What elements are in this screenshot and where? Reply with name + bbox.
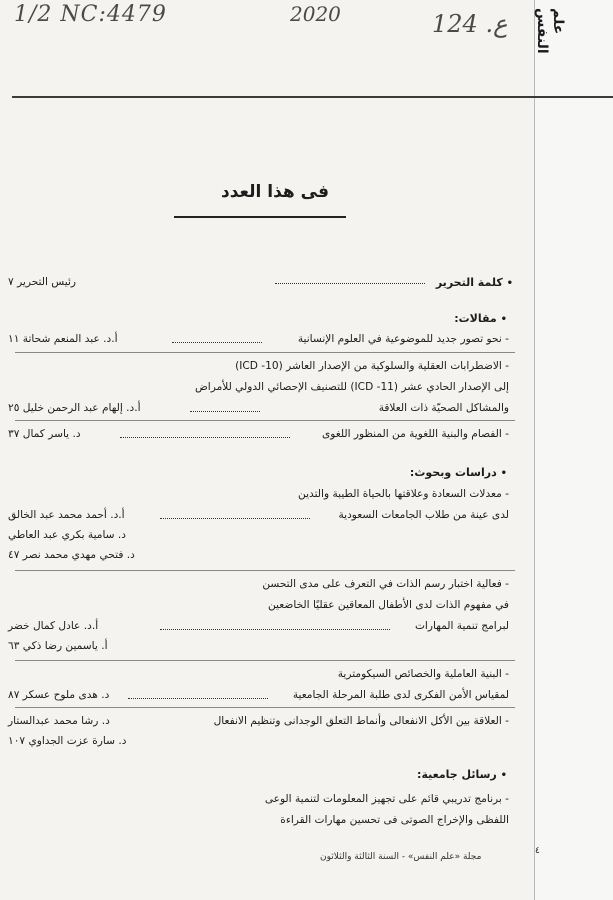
articles-heading <box>454 312 507 325</box>
study-3-author-1: د. هدى ملوح عسكر ٨٧ <box>8 689 110 701</box>
study-1-line-2: لدى عينة من طلاب الجامعات السعودية <box>338 509 509 521</box>
study-1-line-1: - معدلات السعادة وعلاقتها بالحياة الطيبة والتدين <box>298 488 509 500</box>
study-2-author-1: أ.د. عادل كمال خضر <box>8 620 99 632</box>
divider <box>15 707 515 708</box>
study-4-author-1: د. رشا محمد عبدالستار <box>8 715 110 727</box>
divider <box>15 352 515 353</box>
article-3-line-1: - الفصام والبنية اللغوية من المنظور اللغوى <box>321 428 509 440</box>
article-2-line-3: والمشاكل الصحيّة ذات العلاقة <box>378 402 509 414</box>
bullet-icon: • <box>506 278 513 289</box>
handwritten-year: 2020 <box>290 2 341 26</box>
page-number: ٤ <box>535 846 540 856</box>
title-underline <box>174 216 346 218</box>
study-3-line-2: لمقياس الأمن الفكرى لدى طلبة المرحلة الجامعية <box>292 689 509 701</box>
editorial-section-label: كلمة التحرير <box>435 276 503 289</box>
article-3-dots <box>120 431 290 443</box>
study-4-line-1: - العلاقة بين الأكل الانفعالى وأنماط التعلق الوجدانى وتنظيم الانفعال <box>213 715 509 727</box>
footer-text: مجلة «علم النفس» - السنة الثالثة والثلاثون <box>320 852 482 862</box>
article-2-line-1: - الاضطرابات العقلية والسلوكية من الإصدار العاشر (10- ICD) <box>235 360 509 372</box>
divider <box>15 420 515 421</box>
study-2-dots <box>160 623 390 635</box>
editorial-entry: رئيس التحرير ٧ <box>8 276 77 288</box>
articles-section-label: مقالات: <box>454 312 497 325</box>
study-1-author-3: د. فتحي مهدي محمد نصر ٤٧ <box>8 549 135 561</box>
study-2-author-2: أ. ياسمين رضا ذكي ٦٣ <box>8 640 108 652</box>
divider <box>15 570 515 571</box>
article-3-author: د. ياسر كمال ٣٧ <box>8 428 81 440</box>
article-2-dots <box>190 405 260 417</box>
study-2-line-2: في مفهوم الذات لدى الأطفال المعاقين عقليًا الخاضعين <box>267 599 509 611</box>
thesis-line-1: - برنامج تدريبي قائم على تجهيز المعلومات لتنمية الوعى <box>264 793 509 805</box>
studies-section-label: دراسات وبحوث: <box>409 466 497 479</box>
top-rule <box>12 96 534 98</box>
study-1-author-1: أ.د. أحمد محمد عبد الخالق <box>8 509 125 521</box>
spine-label: علم النفس <box>534 8 566 54</box>
article-1-line-1: - نحو تصور جديد للموضوعية في العلوم الإنسانية <box>297 333 509 345</box>
divider <box>15 660 515 661</box>
study-3-dots <box>128 692 268 704</box>
thesis-line-2: اللفظى والإخراج الصوتى فى تحسين مهارات القراءة <box>280 814 509 826</box>
study-3-line-1: - البنية العاملية والخصائص السيكومترية <box>337 668 509 680</box>
study-4-author-2: د. سارة عزت الجداوي ١٠٧ <box>8 735 127 747</box>
study-2-line-3: لبرامج تنمية المهارات <box>414 620 509 632</box>
editorial-dots <box>275 277 425 289</box>
article-1-dots <box>172 336 262 348</box>
study-2-line-1: - فعالية اختبار رسم الذات في التعرف على مدى التحسن <box>262 578 509 590</box>
handwritten-ref-code: 1/2 NC:4479 <box>14 2 167 27</box>
theses-heading <box>417 768 507 781</box>
studies-heading <box>410 466 507 479</box>
study-1-dots <box>160 512 310 524</box>
bullet-icon: • <box>500 468 507 479</box>
study-1-author-2: د. سامية بكري عبد العاطي <box>8 529 126 541</box>
page-spine <box>534 0 613 900</box>
article-2-author: أ.د. إلهام عبد الرحمن خليل ٢٥ <box>8 402 141 414</box>
article-2-line-2: إلى الإصدار الحادي عشر (11- ICD) للتصنيف الإحصائي الدولي للأمراض <box>195 381 509 393</box>
editorial-heading <box>436 276 513 289</box>
handwritten-issue-ref: ع. 124 <box>432 10 508 38</box>
article-1-author: أ.د. عبد المنعم شحاتة ١١ <box>8 333 118 345</box>
bullet-icon: • <box>500 314 507 325</box>
theses-section-label: رسائل جامعية: <box>417 768 497 781</box>
bullet-icon: • <box>500 770 507 781</box>
page-title: فى هذا العدد <box>221 182 329 202</box>
